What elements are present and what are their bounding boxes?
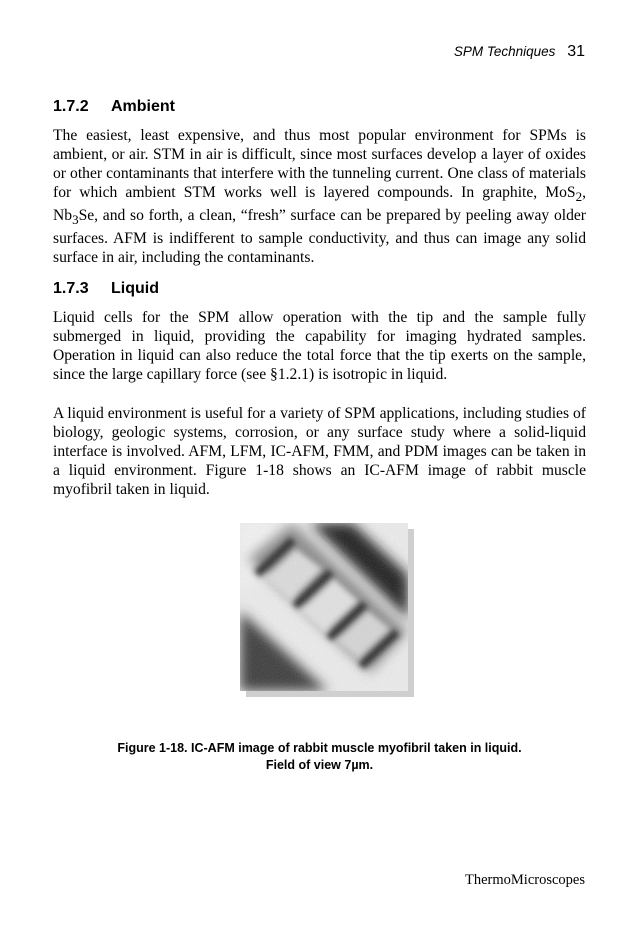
section-number: 1.7.3: [53, 280, 89, 297]
running-header: [454, 43, 585, 61]
afm-myofibril-image: [240, 523, 408, 691]
caption-text: Field of view 7: [265, 758, 352, 772]
page-number: 31: [567, 43, 585, 60]
text-run: The easiest, least expensive, and thus most popular environment for SPMs is ambient, or air. STM in air is difficult, since most surfaces develop a layer of oxides or other contaminants that interfere with the tunneling current. One class of materials for which ambient STM works well is layered compounds. In graphite, MoS: [53, 127, 586, 201]
paragraph-liquid-1: Liquid cells for the SPM allow operation with the tip and the sample fully submerged in liquid, providing the capability for imaging hydrated samples. Operation in liquid can also reduce the total force that the tip exerts on the sample, since the large capillary force (see §1.2.1) is isotropic in liquid.: [53, 309, 586, 383]
section-title: Ambient: [111, 98, 175, 115]
figure-caption-line-2: [53, 757, 586, 774]
paragraph-liquid-2: A liquid environment is useful for a variety of SPM applications, including studies of biology, geologic systems, corrosion, or any surface study where a solid-liquid interface is involved. AFM, LFM, IC-AFM, FMM, and PDM images can be taken in a liquid environment. Figure 1-18 shows an IC-AFM image of rabbit muscle myofibril taken in liquid.: [53, 405, 586, 498]
figure-caption-line-1: Figure 1-18. IC-AFM image of rabbit muscle myofibril taken in liquid.: [117, 741, 522, 755]
footer-publisher: ThermoMicroscopes: [465, 872, 585, 888]
section-heading-ambient: [53, 98, 175, 116]
subscript: 3: [72, 212, 79, 228]
paragraph-ambient: [53, 126, 586, 267]
text-run: Se, and so forth, a clean, “fresh” surface can be prepared by peeling away older surfaces. AFM is indifferent to sample conductivity, and thus can image any solid surface in air, including the contaminants.: [53, 207, 586, 267]
caption-text: .: [369, 758, 374, 772]
running-title: SPM Techniques: [453, 44, 556, 59]
caption-unit: µm: [351, 758, 370, 772]
section-heading-liquid: [53, 280, 159, 298]
afm-image-figure: [240, 523, 408, 691]
text-run: , Nb: [53, 184, 586, 225]
section-number: 1.7.2: [53, 98, 89, 115]
section-title: Liquid: [111, 280, 159, 297]
subscript: 2: [575, 189, 583, 205]
